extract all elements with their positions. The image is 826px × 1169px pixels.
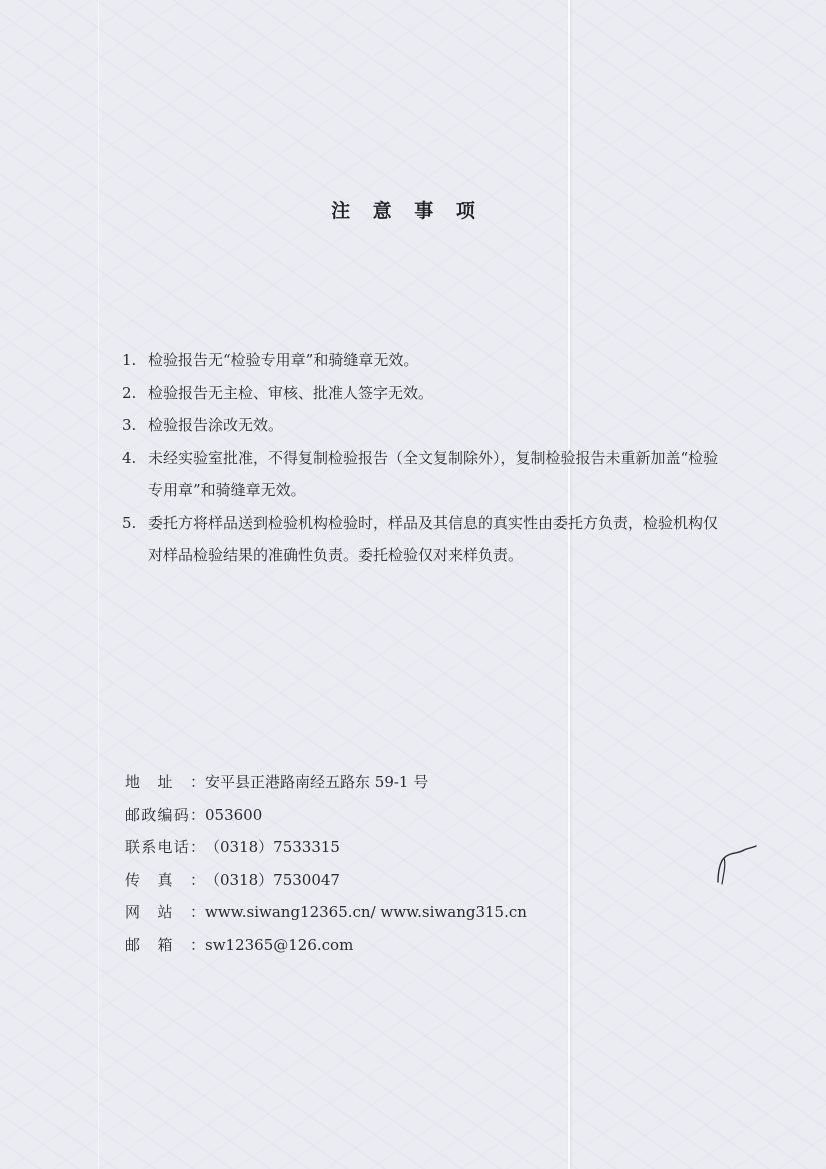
note-number: 5. (122, 513, 137, 532)
phone-value: （0318）7533315 (205, 838, 340, 857)
handwritten-signature (712, 842, 760, 888)
address-row (125, 766, 527, 799)
note-number: 1. (122, 351, 137, 369)
fax-value: （0318）7530047 (205, 870, 340, 889)
postcode-label: 邮政编码： (125, 805, 205, 824)
email-row (125, 929, 527, 962)
fax-row (125, 864, 527, 897)
note-text: 检验报告涂改无效。 (148, 416, 284, 434)
note-text: 检验报告无“检验专用章”和骑缝章无效。 (148, 351, 419, 369)
phone-label: 联系电话： (125, 838, 205, 857)
phone-row (125, 831, 527, 864)
address-value: 安平县正港路南经五路东 59-1 号 (205, 773, 429, 791)
note-text: 未经实验室批准，不得复制检验报告（全文复制除外），复制检验报告未重新加盖“检验专用章”和骑缝章无效。 (148, 448, 719, 499)
website-value[interactable]: www.siwang12365.cn/ www.siwang315.cn (205, 903, 527, 922)
list-item (122, 377, 722, 410)
note-number: 3. (122, 416, 137, 434)
website-row (125, 896, 527, 929)
note-text: 委托方将样品送到检验机构检验时，样品及其信息的真实性由委托方负责，检验机构仅对样品检验结果的准确性负责。委托检验仅对来样负责。 (148, 513, 719, 564)
contact-info (125, 766, 527, 962)
list-item (122, 344, 722, 377)
page-title: 注 意 事 项 (331, 200, 483, 222)
list-item (122, 507, 722, 572)
list-item (122, 442, 722, 507)
postcode-value: 053600 (205, 805, 263, 824)
notes-list (122, 344, 722, 572)
email-value[interactable]: sw12365@126.com (205, 935, 354, 954)
fax-label: 传真： (125, 870, 205, 889)
website-label: 网站： (125, 903, 205, 922)
list-item (122, 409, 722, 442)
address-label: 地址： (125, 773, 205, 791)
note-number: 2. (122, 383, 137, 402)
note-text: 检验报告无主检、审核、批准人签字无效。 (148, 383, 434, 402)
page-edge-shading (98, 0, 99, 1169)
fold-line (568, 0, 570, 1169)
note-number: 4. (122, 448, 137, 467)
email-label: 邮箱： (125, 935, 205, 954)
postcode-row (125, 799, 527, 832)
